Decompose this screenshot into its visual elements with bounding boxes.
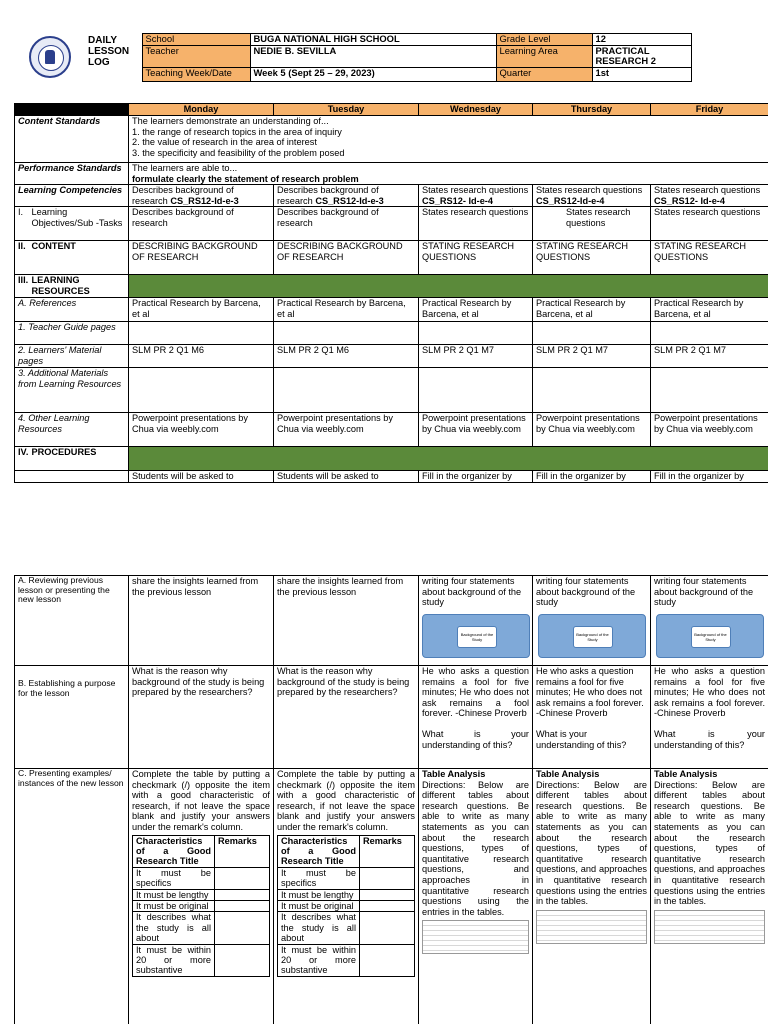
table-header: Remarks xyxy=(360,835,415,867)
competency-text: States research questions xyxy=(536,185,643,196)
row-label: Learning Objectives/Sub -Tasks xyxy=(29,207,129,241)
competency-cell xyxy=(533,185,651,207)
other-resources-row xyxy=(15,413,768,447)
organizer-label: Background of the Study xyxy=(691,626,731,648)
table-item: It must be specifics xyxy=(133,867,215,889)
grade-value: 12 xyxy=(592,34,691,46)
content-cell: STATING RESEARCH QUESTIONS xyxy=(533,241,651,275)
quarter-label: Quarter xyxy=(496,67,592,81)
reference-cell: Practical Research by Barcena, et al xyxy=(419,298,533,322)
competency-code: CS_RS12-Id-e-4 xyxy=(536,195,605,206)
examples-instruction: Complete the table by putting a checkmark (/) opposite the item with a good characteristic of research, if not leave the space blank and justify your answers under the remark's column. xyxy=(277,769,415,832)
content-cell: STATING RESEARCH QUESTIONS xyxy=(651,241,768,275)
content-cell: DESCRIBING BACKGROUND OF RESEARCH xyxy=(129,241,274,275)
review-cell xyxy=(419,576,533,666)
competency-cell xyxy=(419,185,533,207)
content-standards-row xyxy=(15,116,768,163)
purpose-cell: What is the reason why background of the study is being prepared by the researchers? xyxy=(129,666,274,769)
empty-cell xyxy=(129,322,274,345)
competency-cell xyxy=(274,185,419,207)
purpose-cell xyxy=(419,666,533,769)
organizer-label: Background of the Study xyxy=(457,626,497,648)
analysis-title: Table Analysis xyxy=(654,769,718,779)
table-item: It must be within 20 or more substantive xyxy=(133,944,215,976)
deped-seal xyxy=(14,34,86,82)
reference-cell: Practical Research by Barcena, et al xyxy=(651,298,768,322)
area-value: PRACTICAL RESEARCH 2 xyxy=(592,45,691,67)
competency-text: States research questions xyxy=(654,185,761,196)
empty-cell xyxy=(274,322,419,345)
row-label: A. References xyxy=(15,298,129,322)
procedure-cell: Fill in the organizer by xyxy=(533,471,651,483)
resource-cell: Powerpoint presentations by Chua via weebly.com xyxy=(419,413,533,447)
week-value: Week 5 (Sept 25 – 29, 2023) xyxy=(250,67,496,81)
procedures-row xyxy=(15,447,768,471)
examples-cell xyxy=(651,769,768,1024)
objective-cell: States research questions xyxy=(419,207,533,241)
table-item: It must be specifics xyxy=(278,867,360,889)
table-item: It must be within 20 or more substantive xyxy=(278,944,360,976)
row-label: Content Standards xyxy=(15,116,129,163)
procedure-cell: Students will be asked to xyxy=(274,471,419,483)
table-item: It must be original xyxy=(133,901,215,912)
standard-line: The learners demonstrate an understanding of... xyxy=(132,116,329,126)
characteristics-table xyxy=(277,835,415,977)
remark-cell xyxy=(360,889,415,900)
procedure-cell: Fill in the organizer by xyxy=(651,471,768,483)
reference-cell: Practical Research by Barcena, et al xyxy=(274,298,419,322)
purpose-question: What is your understanding of this? xyxy=(536,728,627,750)
teacher-label: Teacher xyxy=(142,45,250,67)
remark-cell xyxy=(360,901,415,912)
header-table xyxy=(14,33,692,82)
row-label: B. Establishing a purpose for the lesson xyxy=(15,666,129,769)
row-label: CONTENT xyxy=(29,241,129,275)
day-header: Friday xyxy=(651,104,768,116)
remark-cell xyxy=(215,944,270,976)
row-number: I. xyxy=(15,207,29,241)
row-label: 1. Teacher Guide pages xyxy=(15,322,129,345)
empty-cell xyxy=(419,322,533,345)
procedure-cell: Students will be asked to xyxy=(129,471,274,483)
lesson-log-table xyxy=(14,103,768,483)
resource-cell: Powerpoint presentations by Chua via weebly.com xyxy=(274,413,419,447)
row-label: Learning Competencies xyxy=(15,185,129,207)
competency-cell xyxy=(129,185,274,207)
resources-row xyxy=(15,275,768,298)
materials-cell: SLM PR 2 Q1 M7 xyxy=(651,345,768,368)
procedures-table xyxy=(14,575,768,1024)
standard-line: The learners are able to... xyxy=(132,163,238,173)
objective-cell: Describes background of research xyxy=(274,207,419,241)
week-label: Teaching Week/Date xyxy=(142,67,250,81)
examples-cell xyxy=(533,769,651,1024)
table-item: It must be lengthy xyxy=(278,889,360,900)
content-row xyxy=(15,241,768,275)
competency-cell xyxy=(651,185,768,207)
day-header: Wednesday xyxy=(419,104,533,116)
row-label: LEARNING RESOURCES xyxy=(29,275,129,298)
organizer-graphic xyxy=(656,614,764,658)
row-label: 3. Additional Materials from Learning Resources xyxy=(15,368,129,413)
content-cell: STATING RESEARCH QUESTIONS xyxy=(419,241,533,275)
remark-cell xyxy=(215,889,270,900)
remark-cell xyxy=(215,901,270,912)
review-cell xyxy=(533,576,651,666)
day-header: Thursday xyxy=(533,104,651,116)
area-label: Learning Area xyxy=(496,45,592,67)
resources-band xyxy=(129,275,768,298)
research-questions-table-image xyxy=(536,910,647,944)
table-item: It describes what the study is all about xyxy=(133,912,215,944)
row-label: Performance Standards xyxy=(15,163,129,185)
teacher-guide-row xyxy=(15,322,768,345)
review-cell xyxy=(651,576,768,666)
standard-line: 2. the value of research in the area of interest xyxy=(132,137,317,148)
dll-title-line: LOG xyxy=(88,56,110,68)
competency-text: Describes background of research xyxy=(132,185,234,206)
organizer-graphic xyxy=(422,614,530,658)
purpose-question: What is your understanding of this? xyxy=(422,728,529,750)
empty-cell xyxy=(533,368,651,413)
procedures-band xyxy=(129,447,768,471)
competency-text: States research questions xyxy=(422,185,529,196)
day-header: Monday xyxy=(129,104,274,116)
row-label: C. Presenting examples/ instances of the new lesson xyxy=(15,769,129,1024)
proverb-text: He who asks a question remains a fool for five minutes; He who does not ask remains a fool forever. -Chinese Proverb xyxy=(422,666,529,719)
table-header: Characteristics of a Good Research Title xyxy=(133,835,215,867)
row-label: 2. Learners' Material pages xyxy=(15,345,129,368)
research-questions-table-image xyxy=(654,910,765,944)
objective-cell: Describes background of research xyxy=(129,207,274,241)
empty-cell xyxy=(533,322,651,345)
resource-cell: Powerpoint presentations by Chua via weebly.com xyxy=(129,413,274,447)
review-text: writing four statements about background of the study xyxy=(654,576,754,608)
standard-line: 3. the specificity and feasibility of the problem posed xyxy=(132,147,345,158)
proverb-text: He who asks a question remains a fool for five minutes; He who does not ask remains a fool forever. -Chinese Proverb xyxy=(654,666,765,719)
objective-cell: States research questions xyxy=(533,207,651,241)
analysis-text: Directions: Below are different tables about research questions. Be able to write as many statements as you can about the research questions, types of quantitative research questions, and approaches in quantitative research questions using the entries in the tables. xyxy=(654,779,765,907)
review-cell: share the insights learned from the previous lesson xyxy=(129,576,274,666)
content-cell: DESCRIBING BACKGROUND OF RESEARCH xyxy=(274,241,419,275)
purpose-cell: What is the reason why background of the study is being prepared by the researchers? xyxy=(274,666,419,769)
review-text: writing four statements about background of the study xyxy=(422,576,522,608)
procedure-cell: Fill in the organizer by xyxy=(419,471,533,483)
empty-cell xyxy=(419,368,533,413)
reference-cell: Practical Research by Barcena, et al xyxy=(533,298,651,322)
purpose-cell xyxy=(533,666,651,769)
competency-code: CS_RS12-Id-e-3 xyxy=(170,195,239,206)
purpose-row xyxy=(15,666,768,769)
organizer-label: Background of the Study xyxy=(573,626,613,648)
analysis-title: Table Analysis xyxy=(422,769,486,779)
day-header: Tuesday xyxy=(274,104,419,116)
materials-cell: SLM PR 2 Q1 M7 xyxy=(419,345,533,368)
resource-cell: Powerpoint presentations by Chua via weebly.com xyxy=(533,413,651,447)
materials-cell: SLM PR 2 Q1 M6 xyxy=(129,345,274,368)
objectives-row xyxy=(15,207,768,241)
objective-cell: States research questions xyxy=(651,207,768,241)
analysis-title: Table Analysis xyxy=(536,769,600,779)
procedures-start-row xyxy=(15,471,768,483)
resource-cell: Powerpoint presentations by Chua via weebly.com xyxy=(651,413,768,447)
table-header: Characteristics of a Good Research Title xyxy=(278,835,360,867)
empty-cell xyxy=(129,368,274,413)
corner-cell xyxy=(15,104,129,116)
organizer-graphic xyxy=(538,614,646,658)
reference-cell: Practical Research by Barcena, et al xyxy=(129,298,274,322)
table-header: Remarks xyxy=(215,835,270,867)
grade-label: Grade Level xyxy=(496,34,592,46)
purpose-question: What is your understanding of this? xyxy=(654,728,765,750)
table-item: It must be original xyxy=(278,901,360,912)
characteristics-table xyxy=(132,835,270,977)
review-cell: share the insights learned from the previous lesson xyxy=(274,576,419,666)
row-label: 4. Other Learning Resources xyxy=(15,413,129,447)
remark-cell xyxy=(215,912,270,944)
remark-cell xyxy=(360,944,415,976)
competencies-row xyxy=(15,185,768,207)
row-number: II. xyxy=(15,241,29,275)
examples-cell xyxy=(274,769,419,1024)
dll-title-line: LESSON xyxy=(88,45,130,57)
examples-instruction: Complete the table by putting a checkmark (/) opposite the item with a good characteristic of research, if not leave the space blank and justify your answers under the remark's column. xyxy=(132,769,270,832)
dll-title-line: DAILY xyxy=(88,34,118,46)
row-label: A. Reviewing previous lesson or presenting the new lesson xyxy=(15,576,129,666)
performance-standards-row xyxy=(15,163,768,185)
empty-cell xyxy=(274,368,419,413)
remark-cell xyxy=(360,867,415,889)
school-label: School xyxy=(142,34,250,46)
competency-code: CS_RS12- Id-e-4 xyxy=(654,195,725,206)
proverb-text: He who asks a question remains a fool for five minutes; He who does not ask remains a fool forever. -Chinese Proverb xyxy=(536,666,644,719)
remark-cell xyxy=(215,867,270,889)
competency-code: CS_RS12-Id-e-3 xyxy=(315,195,384,206)
school-value: BUGA NATIONAL HIGH SCHOOL xyxy=(250,34,496,46)
days-header-row xyxy=(15,104,768,116)
content-standards-text xyxy=(129,116,768,163)
analysis-text: Directions: Below are different tables about research questions. Be able to write as many statements as you can about the research questions, types of quantitative research questions, and approaches in quantitative research questions using the entries in the tables. xyxy=(536,779,647,907)
row-label: PROCEDURES xyxy=(29,447,129,471)
remark-cell xyxy=(360,912,415,944)
empty-cell xyxy=(651,368,768,413)
materials-cell: SLM PR 2 Q1 M6 xyxy=(274,345,419,368)
additional-materials-row xyxy=(15,368,768,413)
competency-text: Describes background of research xyxy=(277,185,379,206)
empty-cell xyxy=(15,471,129,483)
seal-icon xyxy=(29,36,71,78)
table-item: It describes what the study is all about xyxy=(278,912,360,944)
examples-row xyxy=(15,769,768,1024)
competency-code: CS_RS12- Id-e-4 xyxy=(422,195,493,206)
empty-cell xyxy=(651,322,768,345)
materials-cell: SLM PR 2 Q1 M7 xyxy=(533,345,651,368)
examples-cell xyxy=(419,769,533,1024)
standard-line: formulate clearly the statement of research problem xyxy=(132,173,359,184)
learner-materials-row xyxy=(15,345,768,368)
row-number: III. xyxy=(15,275,29,298)
review-row xyxy=(15,576,768,666)
quarter-value: 1st xyxy=(592,67,691,81)
review-text: writing four statements about background of the study xyxy=(536,576,636,608)
dll-title xyxy=(86,34,142,82)
teacher-value: NEDIE B. SEVILLA xyxy=(250,45,496,67)
purpose-cell xyxy=(651,666,768,769)
examples-cell xyxy=(129,769,274,1024)
table-item: It must be lengthy xyxy=(133,889,215,900)
standard-line: 1. the range of research topics in the area of inquiry xyxy=(132,126,342,137)
references-row xyxy=(15,298,768,322)
row-number: IV. xyxy=(15,447,29,471)
analysis-text: Directions: Below are different tables about research questions. Be able to write as many statements as you can about the research questions, types of quantitative research questions, and approaches in quantitative research questions using the entries in the tables. xyxy=(422,779,529,917)
performance-standards-text xyxy=(129,163,768,185)
research-questions-table-image xyxy=(422,920,529,954)
